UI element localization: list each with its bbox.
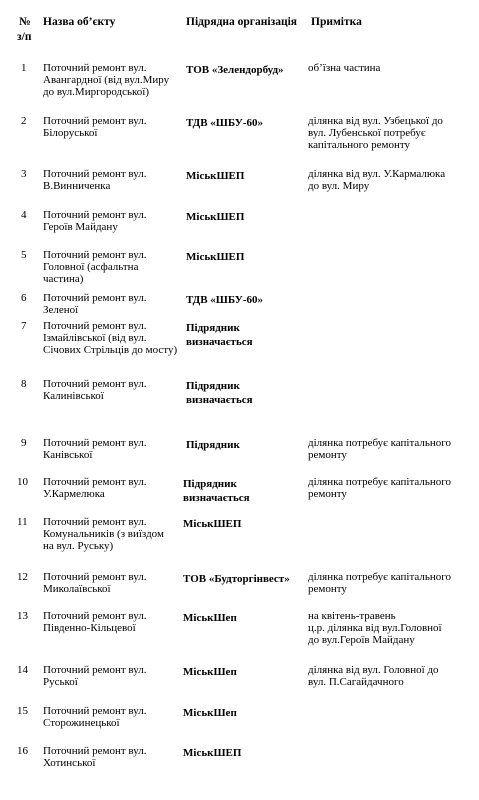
note-line: ділянка потребує капітального	[308, 571, 452, 583]
row-number: 6	[21, 292, 27, 304]
contractor-name: МіськШЕП	[183, 518, 242, 530]
object-name-line: Поточний ремонт вул.	[43, 664, 147, 676]
row-number: 4	[21, 209, 27, 221]
row-number: 13	[17, 610, 28, 622]
note-line: ремонту	[308, 583, 347, 595]
object-name-line: Поточний ремонт вул.	[43, 378, 147, 390]
note-line: вул. Лубенської потребує	[308, 127, 426, 139]
object-name-line: Поточний ремонт вул.	[43, 437, 147, 449]
object-name-line: Комунальників (з виїздом	[43, 528, 164, 540]
note-line: до вул. Миру	[308, 180, 370, 192]
contractor-name: МіськШЕП	[186, 251, 245, 263]
contractor-name: МіськШЕП	[183, 747, 242, 759]
object-name-line: на вул. Руську)	[43, 540, 114, 552]
row-number: 15	[17, 705, 28, 717]
header-organization: Підрядна організація	[186, 16, 297, 28]
note-line: вул. П.Сагайдачного	[308, 676, 404, 688]
row-number: 1	[21, 62, 27, 74]
object-name-line: Ізмайлівської (від вул.	[43, 332, 147, 344]
object-name-line: Героїв Майдану	[43, 221, 118, 233]
object-name-line: Хотинської	[43, 757, 96, 769]
object-name-line: до вул.Миргородської)	[43, 86, 150, 98]
row-number: 12	[17, 571, 28, 583]
contractor-name: Підрядник	[186, 439, 240, 451]
object-name-line: В.Винниченка	[43, 180, 111, 192]
object-name-line: Авангардної (від вул.Миру	[43, 74, 170, 86]
note-line: об’їзна частина	[308, 62, 381, 74]
contractor-name: МіськШеп	[183, 707, 237, 719]
contractor-name: МіськШЕП	[186, 170, 245, 182]
object-name-line: Білоруської	[43, 127, 98, 139]
note-line: ц.р. ділянка від вул.Головної	[308, 622, 442, 634]
row-number: 2	[21, 115, 27, 127]
contractor-name: Підрядник	[183, 478, 237, 490]
header-note: Примітка	[311, 16, 362, 28]
object-name-line: У.Кармелюка	[43, 488, 105, 500]
row-number: 16	[17, 745, 28, 757]
row-number: 14	[17, 664, 28, 676]
contractor-name: ТДВ «ШБУ-60»	[186, 117, 263, 129]
row-number: 11	[17, 516, 28, 528]
object-name-line: Поточний ремонт вул.	[43, 249, 147, 261]
row-number: 3	[21, 168, 27, 180]
header-number-label-2: з/п	[17, 31, 32, 43]
note-line: ділянка від вул. У.Кармалюка	[308, 168, 446, 180]
object-name-line: Поточний ремонт вул.	[43, 745, 147, 757]
note-line: ділянка потребує капітального	[308, 437, 452, 449]
row-number: 8	[21, 378, 27, 390]
contractor-name: визначається	[186, 394, 253, 406]
object-name-line: Поточний ремонт вул.	[43, 610, 147, 622]
note-line: ремонту	[308, 488, 347, 500]
contractor-name: Підрядник	[186, 380, 240, 392]
note-line: ділянка потребує капітального	[308, 476, 452, 488]
object-name-line: частина)	[43, 273, 84, 285]
contractor-name: МіськШЕП	[186, 211, 245, 223]
contractor-name: визначається	[186, 336, 253, 348]
object-name-line: Поточний ремонт вул.	[43, 292, 147, 304]
header-number-label: №	[19, 16, 31, 28]
object-name-line: Сторожинецької	[43, 717, 120, 729]
contractor-name: ТОВ «Будторгінвест»	[183, 573, 290, 585]
note-line: ділянка від вул. Узбецької до	[308, 115, 443, 127]
note-line: до вул.Героїв Майдану	[308, 634, 415, 646]
row-number: 10	[17, 476, 28, 488]
row-number: 7	[21, 320, 27, 332]
object-name-line: Поточний ремонт вул.	[43, 168, 147, 180]
note-line: капітального ремонту	[308, 139, 411, 151]
object-name-line: Поточний ремонт вул.	[43, 209, 147, 221]
contractor-name: МіськШеп	[183, 666, 237, 678]
object-name-line: Січових Стрільців до мосту)	[43, 344, 178, 356]
note-line: ділянка від вул. Головної до	[308, 664, 439, 676]
object-name-line: Руської	[43, 676, 78, 688]
object-name-line: Канівської	[43, 449, 93, 461]
object-name-line: Зеленої	[43, 304, 79, 316]
object-name-line: Поточний ремонт вул.	[43, 571, 147, 583]
row-number: 5	[21, 249, 27, 261]
object-name-line: Поточний ремонт вул.	[43, 516, 147, 528]
object-name-line: Поточний ремонт вул.	[43, 476, 147, 488]
contractor-name: визначається	[183, 492, 250, 504]
object-name-line: Головної (асфальтна	[43, 261, 139, 273]
contractor-name: ТОВ «Зелендорбуд»	[186, 64, 284, 76]
header-name: Назва об’єкту	[43, 16, 116, 28]
object-name-line: Південно-Кільцевої	[43, 622, 136, 634]
object-name-line: Калинівської	[43, 390, 104, 402]
contractor-name: Підрядник	[186, 322, 240, 334]
object-name-line: Поточний ремонт вул.	[43, 320, 147, 332]
contractor-name: ТДВ «ШБУ-60»	[186, 294, 263, 306]
object-name-line: Поточний ремонт вул.	[43, 705, 147, 717]
object-name-line: Миколаївської	[43, 583, 111, 595]
note-line: на квітень-травень	[308, 610, 396, 622]
contractor-name: МіськШеп	[183, 612, 237, 624]
object-name-line: Поточний ремонт вул.	[43, 115, 147, 127]
note-line: ремонту	[308, 449, 347, 461]
object-name-line: Поточний ремонт вул.	[43, 62, 147, 74]
row-number: 9	[21, 437, 27, 449]
